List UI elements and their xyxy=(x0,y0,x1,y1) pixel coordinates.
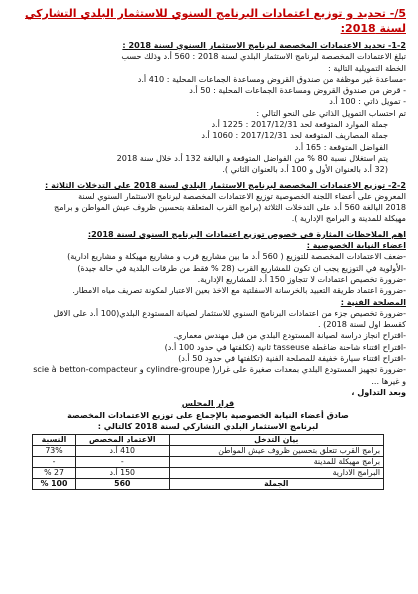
cell-intervention: برامج القرب تتعلق بتحسين ظروف عيش المواطن xyxy=(169,446,383,457)
s1-line-1: تبلغ الاعتمادات المخصصة لبرنامج الاستثمار البلدي لسنة 2018 : 560 أ.د وذلك حسب xyxy=(121,51,406,62)
s3-line-2: -الأولوية في التوزيع يجب ان تكون للمشاريع القرب (28 % فقط من طرقات البلدية في حالة جيدة) xyxy=(77,262,406,273)
cell-percentage: 73% xyxy=(33,446,76,457)
s3-line-7: -اقتراح انجاز دراسة لصيانة المستودع البلدي من قبل مهندس معماري. xyxy=(173,330,406,341)
cell-percentage: 27 % xyxy=(33,468,76,479)
s1-line-9: الفواضل المتوقعة : 165 أ.د xyxy=(294,141,388,152)
cell-amount: 410 أ.د xyxy=(76,446,170,457)
table-header-row xyxy=(33,435,384,446)
s3-line-8: -اقتراح اقتناء شاحنة ضاغطة tasseuse ثانية (تكلفتها في حدود 100 أ.د) xyxy=(164,341,406,352)
s2-line-2: 2018 البالغة 560 أ.د على التدخلات الثلاثة (برامج القرب المتعلقة بتحسين ظروف عيش المواطن و برامج xyxy=(54,202,406,213)
s1-line-6: تم احتساب التمويل الذاتي على النحو التالي : xyxy=(256,107,406,118)
cell-intervention: برامج مهيكلة للمدينة xyxy=(169,457,383,468)
council-decision-heading: قرار المجلس xyxy=(181,398,235,409)
section-title: 5/- تحديد و توزيع اعتمادات البرنامج السنوي للاستثمار البلدي التشاركي لسنة 2018: xyxy=(25,7,406,35)
s1-line-4: - قرض من صندوق القروض ومساعدة الجماعات المحلية : 50 أ.د xyxy=(189,85,406,96)
allocation-table xyxy=(32,434,384,490)
cell-percentage: - xyxy=(33,457,76,468)
s1-line-5: - تمويل ذاتي : 100 أ.د xyxy=(329,96,406,107)
cell-total-percentage: 100 % xyxy=(33,479,76,490)
s3-line-10: -ضرورة تجهيز المستودع البلدي بمعدات صغيرة على غرار( cylindre-groupe و scie à betton-compacteur xyxy=(33,364,406,375)
s2-line-3: مهيكلة للمدينة و البرامج الإدارية ). xyxy=(291,213,406,224)
s3-line-1: -ضعف الاعتمادات المخصصة للتوزيع ( 560 أ.د ما بين مشاريع قرب و مشاريع مهيكلة و مشاريع ادارية) xyxy=(67,251,406,262)
header-allocated-amount: الاعتماد المخصص xyxy=(76,435,170,446)
section-2-heading: 2-2- توزيع الاعتمادات المخصصة لبرنامج الاستثمار البلدي لسنة 2018 على التدخلات الثلاثة : xyxy=(45,179,406,190)
cell-amount: - xyxy=(76,457,170,468)
cell-total-label: الجملة xyxy=(169,479,383,490)
s3-line-11: و غيرها ... xyxy=(371,375,406,386)
table-row xyxy=(33,457,384,468)
s1-line-2: الخطة التمويلية التالية : xyxy=(328,62,406,73)
s3-line-5: -ضرورة تخصيص جزء من اعتمادات البرنامج السنوي للاستثمار لصيانة المستودع البلدي(100 أ.د على الاقل xyxy=(53,307,406,318)
table-row xyxy=(33,468,384,479)
section-1-heading: 1-2- تحديد الاعتمادات المخصصة لبرنامج الاستثمار السنوي لسنة 2018 : xyxy=(122,40,406,50)
s1-line-10: يتم استغلال نسبة 80 % من الفواضل المتوقعة و البالغة 132 أ.د خلال سنة 2018 xyxy=(116,152,388,163)
decision-line-2: لبرنامج الاستثمار البلدي التشاركي لسنة 2018 كالتالي : xyxy=(97,420,319,431)
s3-line-3: -ضرورة تخصيص اعتمادات لا تتجاوز 150 أ.د للمشاريع الإدارية. xyxy=(197,273,406,284)
s3-line-4: -ضرورة اعتماد طريقة التعبيد بالخرسانة الاسفلتية مع الاخذ بعين الاعتبار لمكونة تصريف مياه الامطار. xyxy=(72,285,406,296)
table-row xyxy=(33,446,384,457)
cell-intervention: البرامج الادارية xyxy=(169,468,383,479)
s3-line-9: -اقتراح اقتناء سيارة خفيفة للمصلحة الفنية (تكلفتها في حدود 50 أ.د) xyxy=(178,353,406,364)
deliberation-line: وبعد التداول ، xyxy=(351,386,406,397)
s1-line-8: جملة المصاريف المتوقعة لحد 2017/12/31 : 1060 أ.د xyxy=(201,130,388,141)
decision-line-1: صادق أعضاء النيابة الخصوصية بالإجماع على توزيع الاعتمادات المخصصة xyxy=(67,409,349,420)
s1-line-3: -مساعدة غير موظفة من صندوق القروض ومساعدة الجماعات المحلية : 410 أ.د xyxy=(137,73,406,84)
subheading-technical-service: المصلحة الفنية : xyxy=(340,296,406,307)
header-percentage: النسبة xyxy=(33,435,76,446)
section-3-heading: اهم الملاحظات المثارة في خصوص توزيع اعتمادات البرنامج السنوي لسنة 2018: xyxy=(87,228,406,239)
cell-total-amount: 560 xyxy=(76,479,170,490)
header-intervention: بيان التدخل xyxy=(169,435,383,446)
s1-line-7: جملة الموارد المتوقعة لحد 2017/12/31 : 1225 أ.د xyxy=(211,119,388,130)
s3-line-6: كقسط اول لسنة 2018) . xyxy=(318,319,406,330)
subheading-special-delegation: اعضاء النيابة الخصوصية : xyxy=(306,240,406,251)
cell-amount: 150 أ.د xyxy=(76,468,170,479)
s2-line-1: المعروض على أعضاء اللجنة الخصوصية توزيع الاعتمادات المخصصة لبرنامج الاستثمار السنوي لسنة xyxy=(78,190,406,201)
s1-line-11: (32 أ.د بالعنوان الأول و 100 أ.د بالعنوان الثاني ). xyxy=(222,164,388,175)
table-total-row xyxy=(33,479,384,490)
